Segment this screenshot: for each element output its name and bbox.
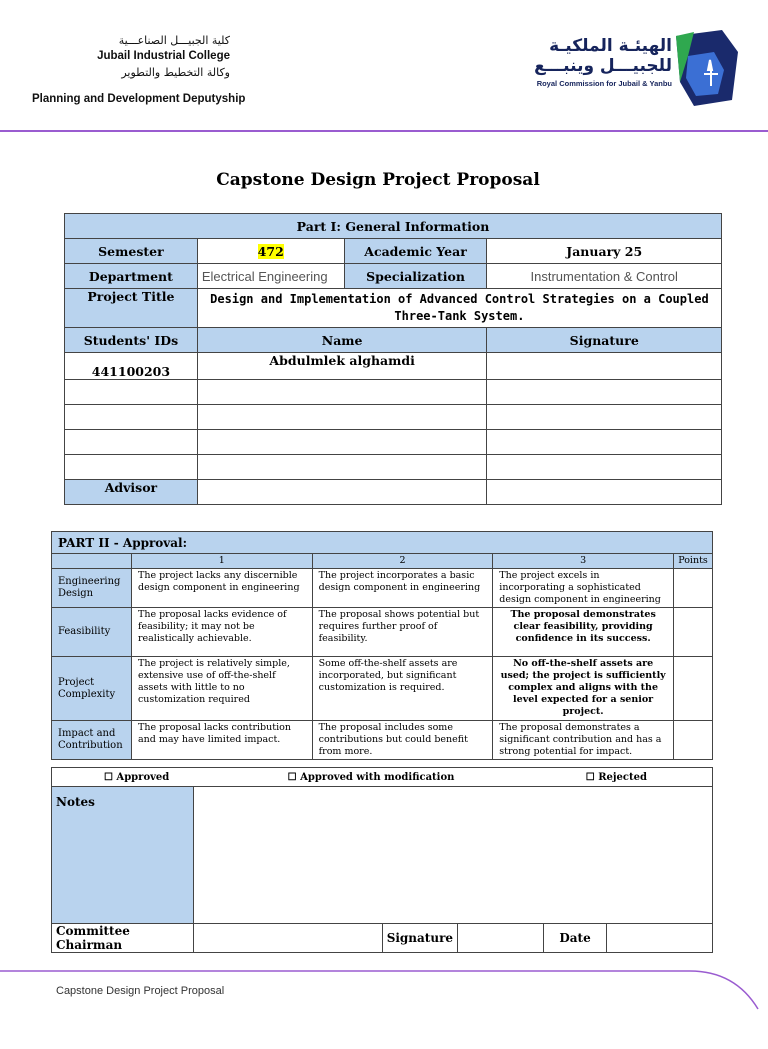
chairman-signature-label: Signature <box>382 924 457 953</box>
student-row <box>65 430 722 455</box>
advisor-name-cell[interactable] <box>197 480 487 505</box>
student-name-cell[interactable] <box>197 405 487 430</box>
specialization-value[interactable]: Instrumentation & Control <box>487 264 722 289</box>
rejected-checkbox[interactable]: ☐ Rejected <box>521 768 713 787</box>
notes-label: Notes <box>52 787 194 924</box>
college-info <box>30 32 230 81</box>
footer-title: Capstone Design Project Proposal <box>56 985 225 997</box>
academic-year-value[interactable]: January 25 <box>487 239 722 264</box>
score-3-header: 3 <box>493 554 674 569</box>
committee-chairman-field[interactable] <box>193 924 382 953</box>
rubric-row <box>52 569 713 608</box>
student-signature-cell[interactable] <box>487 380 722 405</box>
score-2-header: 2 <box>312 554 493 569</box>
committee-chairman-label: Committee Chairman <box>52 924 194 953</box>
students-ids-label: Students' IDs <box>65 328 198 353</box>
student-id-cell[interactable] <box>65 430 198 455</box>
student-id-cell[interactable] <box>65 455 198 480</box>
document-title: Capstone Design Project Proposal <box>216 170 540 190</box>
points-cell[interactable] <box>673 608 712 657</box>
name-column-header: Name <box>197 328 487 353</box>
deputyship-english: Planning and Development Deputyship <box>32 93 246 105</box>
rubric-cell: The project excels in incorporating a sophisticated design component in engineering <box>493 569 674 608</box>
rubric-cell: The proposal includes some contributions but could benefit from more. <box>312 721 493 760</box>
student-row <box>65 405 722 430</box>
header-divider <box>0 130 768 132</box>
student-name-cell[interactable] <box>197 455 487 480</box>
part2-heading: PART II - Approval: <box>52 532 713 554</box>
approved-with-modification-checkbox[interactable]: ☐ Approved with modification <box>221 768 521 787</box>
college-name-arabic: كلية الجبيـــل الصناعـــية <box>118 34 230 47</box>
royal-commission-info <box>512 36 672 88</box>
rubric-cell: The proposal demonstrates clear feasibility, providing confidence in its success. <box>493 608 674 657</box>
rubric-cell: The proposal lacks contribution and may have limited impact. <box>131 721 312 760</box>
deputyship-arabic: وكالة التخطيط والتطوير <box>121 66 230 79</box>
approved-checkbox[interactable]: ☐ Approved <box>52 768 222 787</box>
approval-rubric-table <box>51 531 713 760</box>
criterion-engineering-design: Engineering Design <box>52 569 132 608</box>
criterion-feasibility: Feasibility <box>52 608 132 657</box>
semester-value: 472 <box>257 243 284 259</box>
project-title-label: Project Title <box>65 289 198 328</box>
royal-commission-logo-icon <box>674 30 740 106</box>
student-name-cell[interactable] <box>197 380 487 405</box>
notes-signoff-table <box>51 786 713 953</box>
score-1-header: 1 <box>131 554 312 569</box>
student-name-cell[interactable] <box>197 430 487 455</box>
specialization-label: Specialization <box>344 264 487 289</box>
points-header: Points <box>673 554 712 569</box>
points-cell[interactable] <box>673 721 712 760</box>
advisor-label: Advisor <box>65 480 198 505</box>
rubric-cell: The project lacks any discernible design component in engineering <box>131 569 312 608</box>
notes-field[interactable] <box>193 787 712 924</box>
points-cell[interactable] <box>673 657 712 721</box>
royal-commission-arabic-line1: الهيئـة الملكيـة <box>549 36 672 56</box>
points-cell[interactable] <box>673 569 712 608</box>
rubric-cell: The proposal shows potential but requires further proof of feasibility. <box>312 608 493 657</box>
student-name-cell[interactable]: Abdulmlek alghamdi <box>197 353 487 380</box>
academic-year-label: Academic Year <box>344 239 487 264</box>
criterion-project-complexity: Project Complexity <box>52 657 132 721</box>
student-id-cell[interactable] <box>65 405 198 430</box>
college-name-english: Jubail Industrial College <box>97 50 230 62</box>
criteria-header-cell <box>52 554 132 569</box>
department-value[interactable]: Electrical Engineering <box>197 264 344 289</box>
project-title-value[interactable]: Design and Implementation of Advanced Control Strategies on a Coupled Three-Tank System. <box>197 289 721 328</box>
department-label: Department <box>65 264 198 289</box>
semester-cell[interactable] <box>197 239 344 264</box>
rubric-cell: The project is relatively simple, extensive use of off-the-shelf assets with little to no customization required <box>131 657 312 721</box>
page-header <box>0 0 768 132</box>
date-field[interactable] <box>607 924 713 953</box>
student-signature-cell[interactable] <box>487 455 722 480</box>
general-info-table <box>64 213 722 505</box>
rubric-cell: The proposal demonstrates a significant contribution and has a strong potential for impact. <box>493 721 674 760</box>
rubric-row <box>52 608 713 657</box>
chairman-signature-field[interactable] <box>458 924 544 953</box>
student-id-cell[interactable]: 441100203 <box>65 353 198 380</box>
student-signature-cell[interactable] <box>487 353 722 380</box>
advisor-signature-cell[interactable] <box>487 480 722 505</box>
rubric-cell: The proposal lacks evidence of feasibility; it may not be realistically achievable. <box>131 608 312 657</box>
semester-label: Semester <box>65 239 198 264</box>
rubric-row <box>52 721 713 760</box>
footer-divider <box>0 969 768 1049</box>
student-signature-cell[interactable] <box>487 405 722 430</box>
student-signature-cell[interactable] <box>487 430 722 455</box>
rubric-cell: No off-the-shelf assets are used; the project is sufficiently complex and aligns with the level expected for a senior project. <box>493 657 674 721</box>
rubric-cell: Some off-the-shelf assets are incorporated, but significant customization is required. <box>312 657 493 721</box>
royal-commission-arabic-line2: للجبيـــل وينبـــع <box>534 56 672 76</box>
part1-heading: Part I: General Information <box>65 214 722 239</box>
criterion-impact-contribution: Impact and Contribution <box>52 721 132 760</box>
student-id-cell[interactable] <box>65 380 198 405</box>
date-label: Date <box>543 924 607 953</box>
royal-commission-english: Royal Commission for Jubail & Yanbu <box>536 79 672 88</box>
rubric-row <box>52 657 713 721</box>
student-row <box>65 353 722 380</box>
student-row <box>65 380 722 405</box>
rubric-cell: The project incorporates a basic design component in engineering <box>312 569 493 608</box>
signature-column-header: Signature <box>487 328 722 353</box>
student-row <box>65 455 722 480</box>
decision-row <box>51 767 713 787</box>
